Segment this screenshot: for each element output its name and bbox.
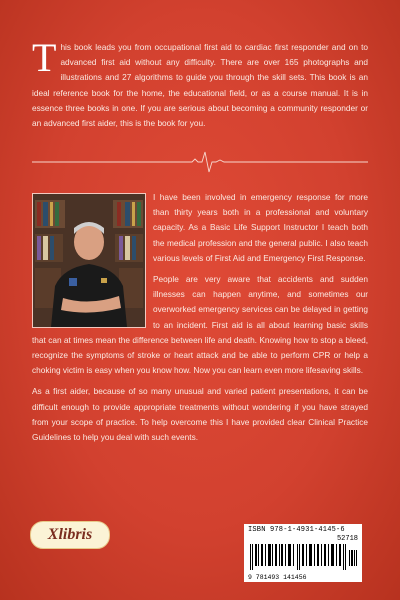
isbn-barcode [244,524,362,582]
ecg-divider-icon [32,150,368,174]
publisher-logo [30,521,110,549]
bio-paragraph-3: As a first aider, because of so many unusual and varied patient presentations, it can be difficult enough to provide appropriate treatments without wondering if you have strayed from your scope of practice. To help overcome this I have provided clear Clinical Practice Guidelines to help you deal with such events. [32,386,368,443]
barcode-bars-icon [248,536,358,574]
barcode-digits: 9 781493 141456 [248,574,307,581]
intro-paragraph [32,35,368,131]
isbn-text: ISBN 978-1-4931-4145-6 [248,526,345,534]
photo-spacer [32,190,153,328]
publisher-logo-text: Xlibris [47,526,93,543]
bio-paragraph-1: I have been involved in emergency response for more than thirty years both in a professional and voluntary capacity. As a Basic Life Support Instructor I teach both the medical profession and the general public. I also teach various levels of First Aid and Emergency First Response. [153,192,368,263]
price-code: 52718 [336,535,358,543]
bio-paragraph-2: People are very aware that accidents and sudden illnesses can happen anytime, and sometimes our overworked emergency services can be delayed in getting to an incident. First aid is all about learning basic skills that can at times mean the difference between life and death. Knowing how to stop a bleed, recognize the symptoms of stroke or heart attack and be able to perform CPR or help a choking victim is easy when you know how. Now you can learn even more lifesaving skills. [32,274,368,376]
author-bio [32,190,368,451]
drop-cap: T [32,35,57,80]
intro-text: his book leads you from occupational first aid to cardiac first responder and on to advanced first aid without any difficulty. There are over 165 photographs and illustrations and 27 algorithms to guide you through the skill sets. This book is an ideal reference book for the home, the educational field, or as a course manual. It is in essence three books in one. If you are serious about becoming a community responder or an advanced first aider, this is the book for you. [32,42,368,129]
